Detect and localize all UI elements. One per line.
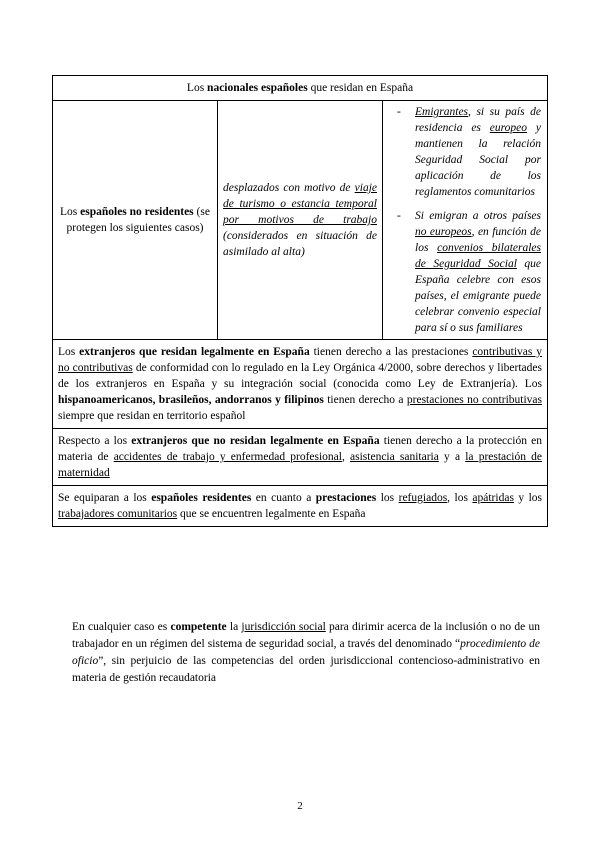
text-span: tienen derecho a las prestaciones bbox=[309, 346, 473, 358]
underlined-text: apátridas bbox=[472, 492, 514, 504]
table-row bbox=[53, 486, 548, 527]
text-span: siempre que residan en territorio español bbox=[58, 410, 246, 422]
bold-text: competente bbox=[170, 620, 227, 633]
underlined-text: accidentes de trabajo y enfermedad profesional bbox=[113, 451, 342, 463]
text-span: de conformidad con lo regulado en la Ley Orgánica 4/2000, sobre derechos y libertades de los extranjeros en España y su integración social (conocida como Ley de Extranjería). Los bbox=[58, 362, 542, 390]
table-header-cell bbox=[53, 76, 548, 101]
text-span: y mantienen la relación Seguridad Social por aplicación de los reglamentos comunitarios bbox=[415, 122, 541, 198]
text-span: desplazados con motivo de bbox=[223, 182, 355, 194]
text-span: en cuanto a bbox=[251, 492, 316, 504]
table-row bbox=[53, 76, 548, 101]
extranjeros-no-residentes-cell bbox=[53, 429, 548, 486]
underlined-text: prestaciones no contributivas bbox=[406, 394, 542, 406]
table-row bbox=[53, 429, 548, 486]
text-span: la bbox=[226, 620, 242, 633]
dash-bullet: - bbox=[397, 210, 401, 222]
underlined-text: no europeos bbox=[415, 226, 472, 238]
underlined-text: refugiados bbox=[398, 492, 448, 504]
underlined-text: Emigrantes bbox=[415, 106, 469, 118]
text-span: tienen derecho a la protección en materia de bbox=[58, 435, 542, 463]
text-span: que España celebre con esos países, el emigrante puede celebrar convenio especial para sí o sus familiares bbox=[415, 258, 542, 334]
underlined-text: asistencia sanitaria bbox=[350, 451, 439, 463]
bold-text: extranjeros que residan legalmente en España bbox=[79, 346, 310, 358]
text-span: (considerados en situación de asimilado al alta) bbox=[223, 230, 377, 258]
text-span: que se encuentren legalmente en España bbox=[177, 508, 366, 520]
bold-text: españoles residentes bbox=[151, 492, 252, 504]
bold-text: hispanoamericanos, brasileños, andorranos y filipinos bbox=[58, 394, 324, 406]
text-span: Se equiparan a los bbox=[58, 492, 152, 504]
dash-bullet: - bbox=[397, 106, 401, 118]
list-item bbox=[389, 208, 541, 336]
emigrantes-cell bbox=[383, 101, 548, 340]
no-residentes-cell bbox=[53, 101, 218, 340]
underlined-text: europeo bbox=[489, 122, 528, 134]
competence-paragraph bbox=[72, 619, 540, 687]
text-span: los bbox=[376, 492, 399, 504]
text-span: , bbox=[341, 451, 351, 463]
underlined-text: trabajadores comunitarios bbox=[58, 508, 178, 520]
text-span: Los bbox=[58, 346, 80, 358]
underlined-text: contributivas y no contributivas bbox=[58, 346, 543, 374]
text-span: tienen derecho a bbox=[323, 394, 407, 406]
text-span: (se protegen los siguientes casos) bbox=[66, 206, 210, 234]
coverage-table bbox=[52, 75, 548, 527]
text-span: que residan en España bbox=[307, 82, 414, 94]
table-row bbox=[53, 101, 548, 340]
list-item bbox=[389, 104, 541, 200]
page-number: 2 bbox=[297, 800, 303, 812]
desplazados-cell bbox=[218, 101, 383, 340]
text-span: Respecto a los bbox=[58, 435, 132, 447]
underlined-text: la prestación de maternidad bbox=[58, 451, 542, 479]
text-span: , los bbox=[447, 492, 473, 504]
text-span: , si su país de residencia es bbox=[415, 106, 541, 134]
text-span: y los bbox=[513, 492, 543, 504]
text-span: y a bbox=[438, 451, 466, 463]
italic-text: procedimiento de oficio bbox=[72, 637, 541, 667]
bold-text: extranjeros que no residan legalmente en España bbox=[131, 435, 380, 447]
underlined-text: viaje de turismo o estancia temporal por motivos de trabajo bbox=[223, 182, 377, 226]
bold-text: prestaciones bbox=[315, 492, 377, 504]
text-span: En cualquier caso es bbox=[72, 620, 171, 633]
underlined-text: jurisdicción social bbox=[241, 620, 326, 633]
underlined-text: convenios bilaterales de Seguridad Social bbox=[415, 242, 541, 270]
text-span: para dirimir acerca de la inclusión o no de un trabajador en un régimen del sistema de seguridad social, a través del denominado “ bbox=[72, 620, 540, 650]
text-span: Los bbox=[60, 206, 81, 218]
extranjeros-residentes-cell bbox=[53, 340, 548, 429]
equiparados-cell bbox=[53, 486, 548, 527]
text-span: ”, sin perjuicio de las competencias del orden jurisdiccional contencioso-administrativo en materia de gestión recaudatoria bbox=[72, 654, 540, 684]
text-span: Si emigran a otros países bbox=[415, 210, 541, 222]
bold-text: nacionales españoles bbox=[207, 82, 308, 94]
emigrantes-list bbox=[389, 104, 541, 336]
text-span: , en función de los bbox=[415, 226, 541, 254]
table-row bbox=[53, 340, 548, 429]
bold-text: españoles no residentes bbox=[80, 206, 194, 218]
text-span: Los bbox=[186, 82, 208, 94]
